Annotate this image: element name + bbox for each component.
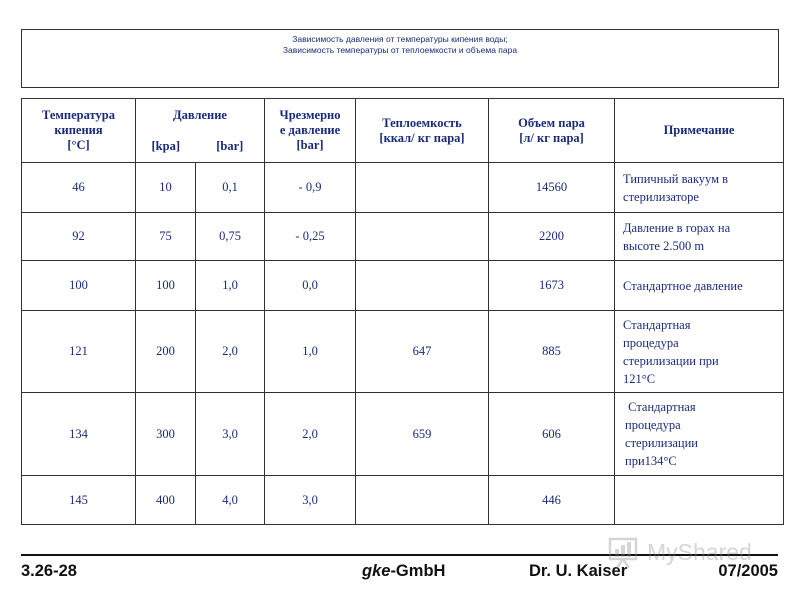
cell-heat-capacity (356, 261, 489, 311)
note-line: стерилизации (625, 436, 698, 450)
header-heat-capacity: Теплоемкость [ккал/ кг пара] (356, 99, 489, 163)
cell-steam-volume: 1673 (489, 261, 615, 311)
header-overpressure: Чрезмерно е давление [bar] (265, 99, 356, 163)
cell-kpa: 200 (136, 311, 196, 393)
table-row (22, 213, 784, 261)
note-line: высоте 2.500 m (623, 238, 705, 253)
data-table (21, 98, 784, 525)
cell-temp: 46 (22, 163, 136, 213)
table-row (22, 393, 784, 476)
title-box (21, 29, 779, 88)
note-line: Стандартная (625, 400, 696, 414)
cell-bar: 4,0 (196, 476, 265, 525)
note-line: Стандартное давление (623, 278, 743, 293)
title-line-1: Зависимость давления от температуры кипения воды; (292, 34, 508, 44)
note-line: процедура (625, 418, 681, 432)
cell-overpressure: 3,0 (265, 476, 356, 525)
cell-kpa: 100 (136, 261, 196, 311)
note-line: стерилизаторе (623, 189, 699, 204)
company-name (362, 562, 445, 581)
cell-note (615, 311, 784, 393)
header-pressure: Давление (136, 99, 265, 132)
cell-overpressure: 1,0 (265, 311, 356, 393)
footer-date: 07/2005 (718, 562, 778, 580)
header-note: Примечание (615, 99, 784, 163)
cell-temp: 121 (22, 311, 136, 393)
cell-kpa: 400 (136, 476, 196, 525)
company-suffix: -GmbH (390, 562, 446, 580)
cell-overpressure: 0,0 (265, 261, 356, 311)
header-steam-volume: Объем пара [л/ кг пара] (489, 99, 615, 163)
cell-note (615, 213, 784, 261)
presentation-board-icon (607, 537, 641, 569)
cell-kpa: 10 (136, 163, 196, 213)
cell-steam-volume: 446 (489, 476, 615, 525)
note-line: Давление в горах на (623, 220, 731, 235)
cell-kpa: 75 (136, 213, 196, 261)
cell-overpressure: - 0,25 (265, 213, 356, 261)
title-line-2: Зависимость температуры от теплоемкости и объема пара (282, 45, 518, 55)
cell-note (615, 393, 784, 476)
note-line: Типичный вакуум в (623, 171, 729, 186)
cell-bar: 2,0 (196, 311, 265, 393)
author-name: Dr. U. Kaiser (529, 562, 628, 580)
cell-steam-volume: 14560 (489, 163, 615, 213)
table-row (22, 261, 784, 311)
watermark-text: MyShared (647, 539, 752, 565)
cell-temp: 100 (22, 261, 136, 311)
cell-steam-volume: 606 (489, 393, 615, 476)
note-line: при134°C (625, 454, 677, 468)
note-line: процедура (623, 335, 679, 350)
note-line: стерилизации при (623, 353, 719, 368)
table-row (22, 163, 784, 213)
cell-heat-capacity (356, 213, 489, 261)
header-temp: Температура кипения [°C] (22, 99, 136, 163)
slide-number: 3.26-28 (21, 562, 77, 580)
cell-note (615, 261, 784, 311)
note-line: Стандартная (623, 317, 691, 332)
table-row (22, 476, 784, 525)
cell-bar: 3,0 (196, 393, 265, 476)
cell-overpressure: 2,0 (265, 393, 356, 476)
company-brand: gke (362, 562, 391, 580)
cell-steam-volume: 2200 (489, 213, 615, 261)
cell-bar: 0,75 (196, 213, 265, 261)
cell-bar: 0,1 (196, 163, 265, 213)
watermark (607, 536, 777, 570)
cell-heat-capacity (356, 476, 489, 525)
cell-temp: 92 (22, 213, 136, 261)
cell-temp: 145 (22, 476, 136, 525)
cell-overpressure: - 0,9 (265, 163, 356, 213)
header-kpa: [kpa] (136, 132, 196, 163)
cell-kpa: 300 (136, 393, 196, 476)
cell-steam-volume: 885 (489, 311, 615, 393)
header-bar: [bar] (196, 132, 265, 163)
cell-heat-capacity (356, 163, 489, 213)
table-row (22, 311, 784, 393)
cell-note (615, 163, 784, 213)
cell-note (615, 476, 784, 525)
cell-temp: 134 (22, 393, 136, 476)
cell-heat-capacity: 647 (356, 311, 489, 393)
cell-heat-capacity: 659 (356, 393, 489, 476)
cell-bar: 1,0 (196, 261, 265, 311)
note-line: 121°C (623, 371, 656, 386)
